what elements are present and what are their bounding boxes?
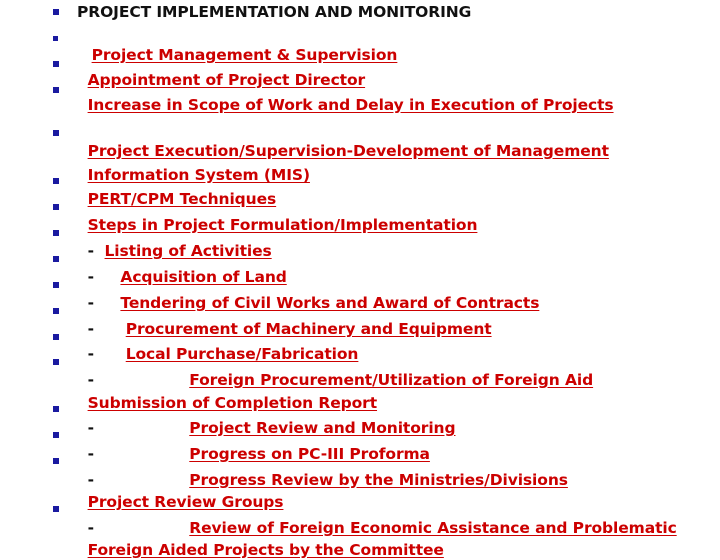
item-link[interactable]: Procurement of Machinery and Equipment [125, 320, 492, 338]
item-link[interactable]: Listing of Activities [104, 242, 272, 260]
item-link[interactable]: Project Management & Supervision [91, 46, 398, 64]
item-link[interactable]: Information System (MIS) [87, 166, 310, 184]
item-link[interactable]: Local Purchase/Fabrication [125, 345, 359, 363]
item-link[interactable]: Project Execution/Supervision-Development of Management [87, 142, 609, 160]
item-prefix: - [87, 294, 121, 312]
bullet-14 [53, 406, 59, 412]
item-link[interactable]: Steps in Project Formulation/Implementation [87, 216, 478, 234]
item-prefix: - [87, 445, 190, 463]
item-link[interactable]: Review of Foreign Economic Assistance and Problematic [189, 519, 677, 537]
bullet-8 [53, 230, 59, 236]
bullet-11 [53, 308, 59, 314]
item-prefix: - [87, 345, 126, 363]
item-link[interactable]: PERT/CPM Techniques [87, 190, 277, 208]
item-link[interactable]: Submission of Completion Report [87, 394, 378, 412]
bullet-3 [53, 61, 59, 67]
list-item[interactable] [77, 520, 444, 560]
document-heading: PROJECT IMPLEMENTATION AND MONITORING [77, 3, 472, 21]
item-prefix: - [87, 268, 121, 286]
item-link[interactable]: Foreign Procurement/Utilization of Foreign Aid [189, 371, 594, 389]
bullet-12 [53, 334, 59, 340]
item-link[interactable]: Project Review and Monitoring [189, 419, 456, 437]
bullet-16 [53, 458, 59, 464]
bullet-15 [53, 432, 59, 438]
bullet-6 [53, 178, 59, 184]
item-prefix: - [87, 519, 190, 537]
item-link[interactable]: Project Review Groups [87, 493, 284, 511]
bullet-17 [53, 506, 59, 512]
item-prefix: - [87, 471, 190, 489]
item-link[interactable]: Progress on PC-III Proforma [189, 445, 430, 463]
bullet-10 [53, 282, 59, 288]
bullet-9 [53, 256, 59, 262]
bullet-13 [53, 359, 59, 365]
item-link[interactable]: Appointment of Project Director [87, 71, 366, 89]
item-link[interactable]: Tendering of Civil Works and Award of Contracts [120, 294, 540, 312]
list-item[interactable] [77, 75, 614, 115]
item-prefix: - [87, 371, 190, 389]
bullet-4 [53, 87, 59, 93]
item-prefix: - [87, 242, 105, 260]
item-link[interactable]: Increase in Scope of Work and Delay in Execution of Projects [87, 96, 614, 114]
item-prefix: - [87, 419, 190, 437]
bullet-7 [53, 204, 59, 210]
bullet-1 [53, 9, 59, 15]
item-link[interactable]: Progress Review by the Ministries/Divisions [189, 471, 568, 489]
bullet-5 [53, 130, 59, 136]
item-prefix: - [87, 320, 126, 338]
item-link[interactable]: Foreign Aided Projects by the Committee [87, 541, 444, 559]
bullet-2 [53, 36, 58, 41]
item-link[interactable]: Acquisition of Land [120, 268, 287, 286]
